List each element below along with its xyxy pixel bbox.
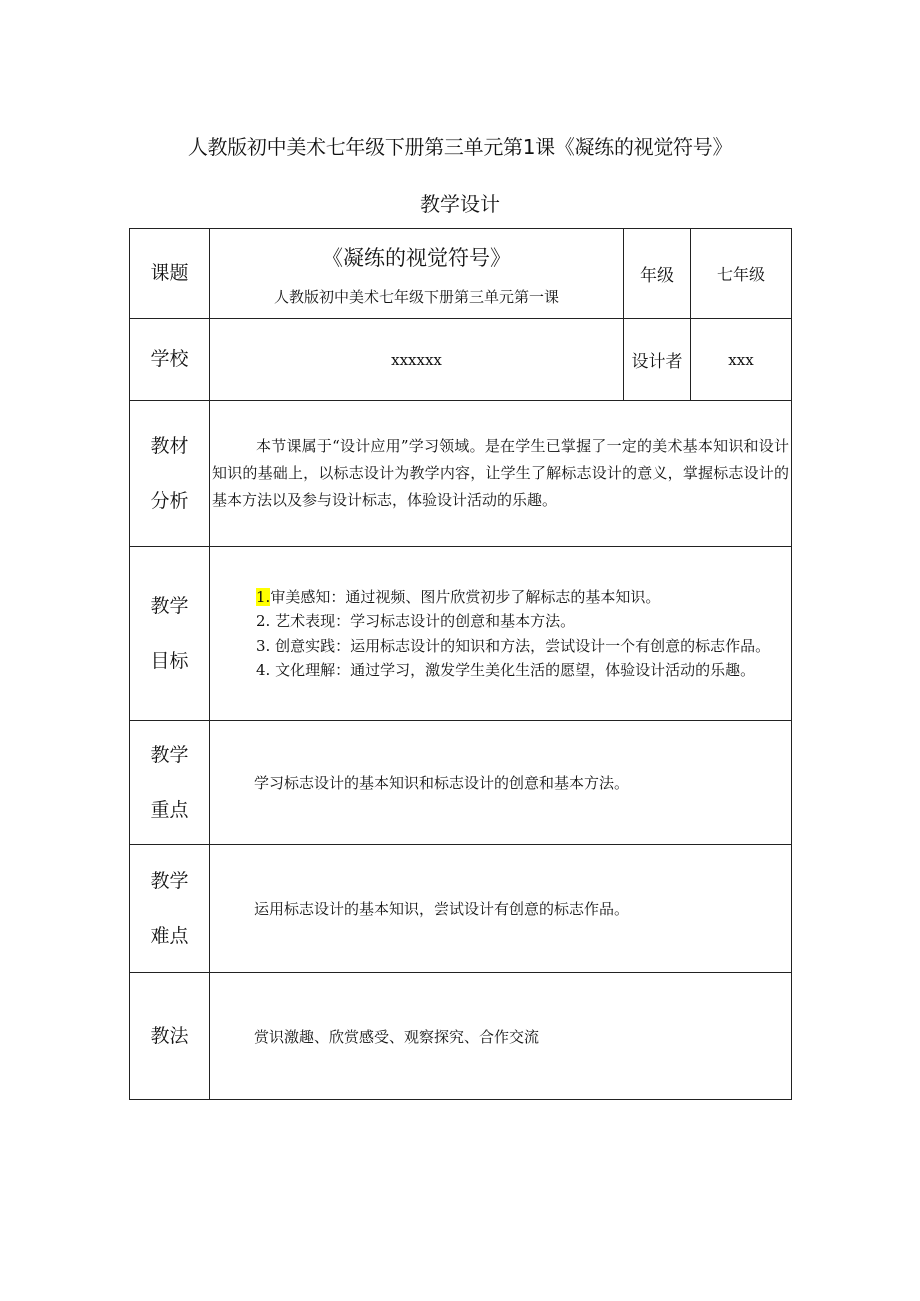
goal-item-2: 2. 艺术表现：学习标志设计的创意和基本方法。	[256, 612, 576, 630]
goal-1-number: 1.	[256, 587, 271, 606]
difficulty-label	[130, 845, 210, 973]
goals-label-line2: 目标	[150, 649, 189, 672]
table-row	[130, 973, 792, 1100]
table-row	[130, 401, 792, 547]
analysis-label	[130, 401, 210, 547]
topic-subtitle: 人教版初中美术七年级下册第三单元第一课	[273, 288, 559, 306]
goal-item-3: 3. 创意实践：运用标志设计的知识和方法，尝试设计一个有创意的标志作品。	[256, 636, 771, 655]
designer-value: xxx	[691, 319, 792, 401]
school-label: 学校	[130, 319, 210, 401]
goals-list	[210, 585, 791, 683]
table-row	[130, 547, 792, 721]
goal-item-4: 4. 文化理解：通过学习，激发学生美化生活的愿望，体验设计活动的乐趣。	[256, 661, 756, 679]
topic-label: 课题	[130, 229, 210, 319]
method-label: 教法	[130, 973, 210, 1100]
difficulty-cell	[210, 845, 792, 973]
analysis-label-line1: 教材	[150, 434, 189, 457]
goal-1-text: 审美感知：通过视频、图片欣赏初步了解标志的基本知识。	[270, 587, 661, 606]
key-label-line1: 教学	[150, 743, 189, 766]
document-subtitle: 教学设计	[420, 192, 500, 216]
school-value: xxxxxx	[210, 319, 624, 401]
key-points-cell	[210, 721, 792, 845]
designer-label: 设计者	[624, 319, 691, 401]
topic-title: 《凝练的视觉符号》	[322, 246, 511, 270]
difficulty-text: 运用标志设计的基本知识，尝试设计有创意的标志作品。	[254, 900, 630, 918]
goals-label	[130, 547, 210, 721]
table-row	[130, 845, 792, 973]
grade-value: 七年级	[691, 229, 792, 319]
lesson-plan-table	[129, 228, 792, 1100]
goals-label-line1: 教学	[150, 594, 189, 617]
topic-cell	[210, 229, 624, 319]
goal-item-1	[212, 585, 789, 610]
key-points-label	[130, 721, 210, 845]
analysis-label-line2: 分析	[150, 489, 189, 512]
diff-label-line2: 难点	[150, 924, 189, 947]
method-cell	[210, 973, 792, 1100]
grade-label: 年级	[624, 229, 691, 319]
document-title: 人教版初中美术七年级下册第三单元第1课《凝练的视觉符号》	[187, 135, 733, 159]
goals-cell	[210, 547, 792, 721]
table-row	[130, 319, 792, 401]
analysis-cell	[210, 401, 792, 547]
analysis-text: 本节课属于“设计应用”学习领域。是在学生已掌握了一定的美术基本知识和设计知识的基础上，以标志设计为教学内容，让学生了解标志设计的意义，掌握标志设计的基本方法以及参与设计标志，体验设计活动的乐趣。	[212, 437, 789, 509]
diff-label-line1: 教学	[150, 869, 189, 892]
method-text: 赏识激趣、欣赏感受、观察探究、合作交流	[254, 1027, 540, 1046]
table-row	[130, 721, 792, 845]
key-points-text: 学习标志设计的基本知识和标志设计的创意和基本方法。	[254, 774, 630, 792]
table-row	[130, 229, 792, 319]
key-label-line2: 重点	[150, 798, 189, 821]
